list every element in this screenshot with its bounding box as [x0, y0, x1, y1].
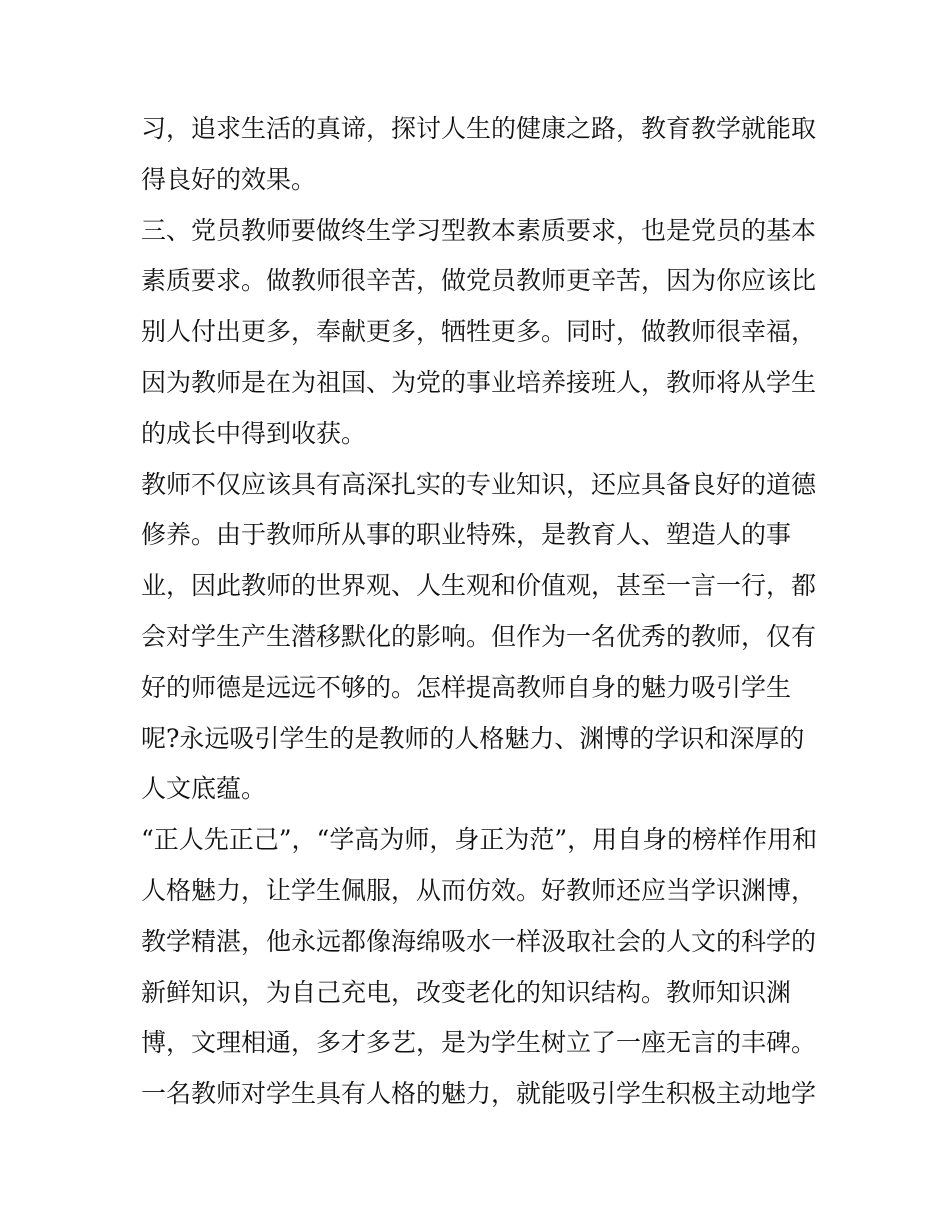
text-line-17: 教学精湛，他永远都像海绵吸水一样汲取社会的人文的科学的 [141, 926, 817, 956]
text-line-16: 人格魅力，让学生佩服，从而仿效。好教师还应当学识渊博， [141, 875, 817, 905]
text-line-1: 习，追求生活的真谛，探讨人生的健康之路，教育教学就能取 [141, 114, 817, 143]
text-line-13: 呢?永远吸引学生的是教师的人格魅力、渊博的学识和深厚的 [141, 723, 805, 753]
text-line-5: 别人付出更多，奉献更多，牺牲更多。同时，做教师很幸福， [141, 317, 817, 347]
text-line-14: 人文底蕴。 [141, 774, 267, 804]
text-line-11: 会对学生产生潜移默化的影响。但作为一名优秀的教师，仅有 [141, 621, 817, 651]
text-line-9: 修养。由于教师所从事的职业特殊，是教育人、塑造人的事 [141, 520, 792, 550]
text-line-15: “正人先正己”，“学高为师，身正为范”，用自身的榜样作用和 [141, 825, 818, 855]
text-line-20: 一名教师对学生具有人格的魅力，就能吸引学生积极主动地学 [141, 1079, 817, 1109]
text-line-6: 因为教师是在为祖国、为党的事业培养接班人，教师将从学生 [141, 367, 817, 397]
text-line-4: 素质要求。做教师很辛苦，做党员教师更辛苦，因为你应该比 [141, 266, 817, 296]
body-text [141, 104, 821, 1120]
text-line-8: 教师不仅应该具有高深扎实的专业知识，还应具备良好的道德 [141, 469, 817, 499]
text-line-12: 好的师德是远远不够的。怎样提高教师自身的魅力吸引学生 [141, 672, 792, 702]
text-line-3: 三、党员教师要做终生学习型教本素质要求，也是党员的基本 [141, 215, 817, 245]
text-line-18: 新鲜知识，为自己充电，改变老化的知识结构。教师知识渊 [141, 977, 792, 1007]
text-line-2: 得良好的效果。 [141, 164, 317, 194]
text-line-7: 的成长中得到收获。 [141, 418, 367, 448]
text-line-19: 博，文理相通，多才多艺，是为学生树立了一座无言的丰碑。 [141, 1028, 817, 1058]
text-line-10: 业，因此教师的世界观、人生观和价值观，甚至一言一行，都 [141, 571, 817, 601]
